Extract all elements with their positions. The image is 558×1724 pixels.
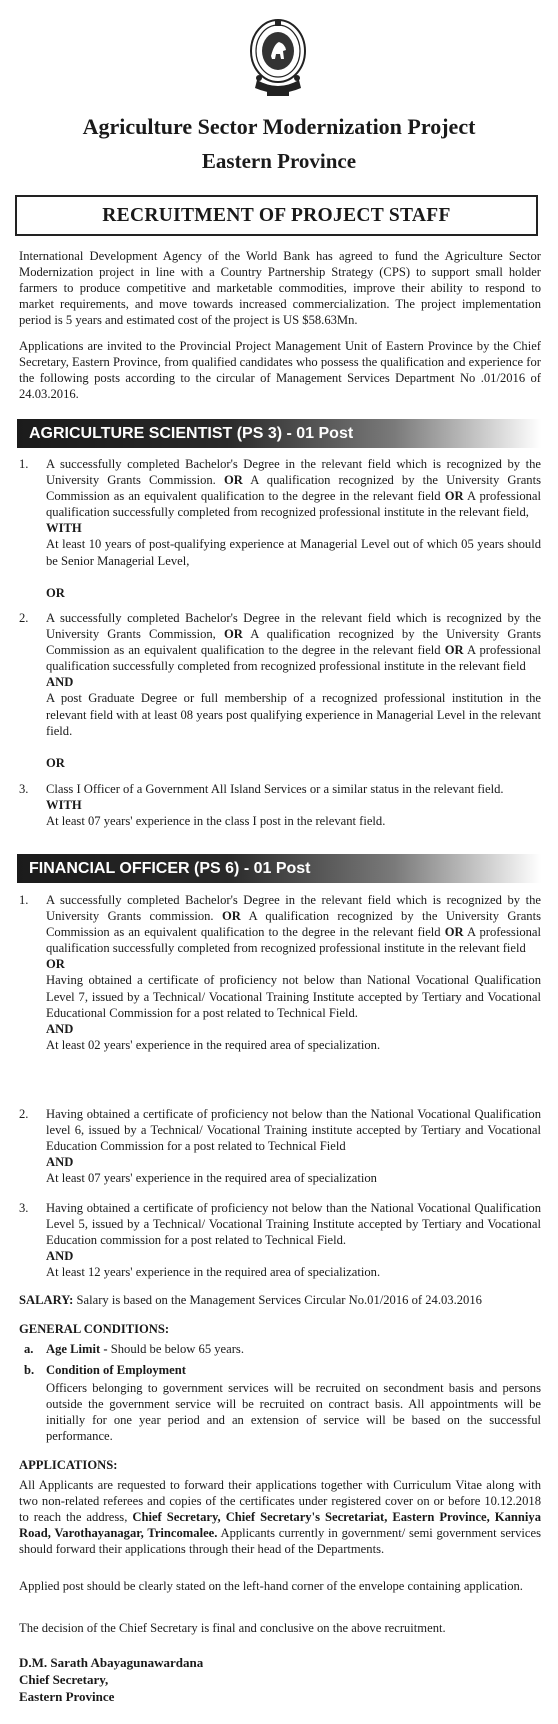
- project-title: Agriculture Sector Modernization Project: [82, 114, 476, 139]
- signatory-office: Eastern Province: [19, 1689, 115, 1704]
- requirement-text: A qualification recognized by the University Grants Commission as an equivalent qualification to the degree in the relevant field: [46, 473, 541, 504]
- condition-letter: b.: [24, 1363, 35, 1377]
- and-keyword: AND: [46, 1021, 74, 1036]
- applications-paragraph-2: Applied post should be clearly stated on the left-hand corner of the envelope containing application.: [19, 1579, 523, 1593]
- condition-age-limit: [24, 1341, 541, 1357]
- intro-paragraph-1: International Development Agency of the World Bank has agreed to fund the Agriculture Sector Modernization project in line with a Country Partnership Strategy (CPS) to support small holder farmers to produce competitive and marketable commodities, improve their ability to respond to market requirements, and move towards increased commercialization. The project implementation period is 5 years and estimated cost of the project is US $58.63Mn.: [19, 249, 541, 328]
- item-body: [46, 610, 541, 739]
- condition-label: Age Limit -: [46, 1342, 108, 1356]
- item-number: 3.: [19, 1201, 29, 1215]
- recruitment-heading: RECRUITMENT OF PROJECT STAFF: [15, 195, 538, 236]
- or-keyword: OR: [223, 627, 243, 642]
- applications-paragraph-3: The decision of the Chief Secretary is final and conclusive on the above recruitment.: [19, 1621, 446, 1635]
- item-number: 3.: [19, 782, 29, 796]
- or-keyword: OR: [444, 925, 464, 940]
- or-keyword: OR: [221, 909, 241, 924]
- condition-body: [46, 1341, 541, 1357]
- or-keyword: OR: [444, 489, 464, 504]
- signatory-name: D.M. Sarath Abayagunawardana: [19, 1655, 204, 1670]
- requirement-text: A successfully completed Bachelor's Degree in the relevant field which is recognized by the University Grants Commission,: [46, 611, 541, 642]
- experience-text: At least 10 years of post-qualifying experience at Managerial Level out of which 05 years should be Senior Managerial Level,: [46, 537, 541, 568]
- experience-text: At least 02 years' experience in the required area of specialization.: [46, 1037, 381, 1052]
- item-body: [46, 892, 541, 1053]
- requirement-text: Class I Officer of a Government All Island Services or a similar status in the relevant field.: [46, 782, 504, 796]
- item-body: [46, 781, 541, 829]
- province-title: Eastern Province: [201, 149, 357, 173]
- item-body: [46, 1106, 541, 1186]
- experience-text: A post Graduate Degree or full membership of a recognized professional institution in the relevant field with at least 08 years post qualifying experience in Managerial Level in the relevant field.: [46, 691, 541, 738]
- requirement-text: A qualification recognized by the University Grants Commission as an equivalent qualification to the degree in the relevant field: [46, 627, 541, 658]
- and-keyword: AND: [46, 1249, 74, 1264]
- with-keyword: WITH: [46, 521, 82, 536]
- financial-requirement-2: [19, 1106, 541, 1186]
- requirement-text: A successfully completed Bachelor's Degree in the relevant field which is recognized by the University Grants Commission.: [46, 457, 541, 488]
- item-number: 1.: [19, 893, 29, 907]
- salary-text: Salary is based on the Management Services Circular No.01/2016 of 24.03.2016: [76, 1293, 482, 1307]
- condition-label: Condition of Employment: [46, 1363, 186, 1377]
- requirement-text: A successfully completed Bachelor's Degree in the relevant field which is recognized by the University Grants commission.: [46, 893, 541, 924]
- requirement-text: A professional qualification successfully completed from recognized professional institute in the relevant field,: [46, 489, 542, 520]
- applications-paragraph-1: [19, 1477, 541, 1557]
- or-keyword: OR: [223, 473, 243, 488]
- general-conditions-heading: GENERAL CONDITIONS:: [19, 1322, 170, 1336]
- requirement-text: A professional qualification successfully completed from recognized professional institute in the relevant field: [46, 925, 542, 956]
- intro-paragraph-2: Applications are invited to the Provincial Project Management Unit of Eastern Province by the Chief Secretary, Eastern Province, from qualified candidates who possess the qualification and experience for the following posts according to the circular of Management Services Department No .01/2016 of 24.03.2016.: [19, 339, 541, 402]
- signatory-block: [19, 1654, 203, 1705]
- salary-line: [19, 1292, 541, 1308]
- item-number: 2.: [19, 1107, 29, 1121]
- scientist-requirement-1: [19, 456, 541, 569]
- applications-text: Applicants currently in government/ semi government services should forward their applications through their head of the Departments.: [19, 1526, 541, 1557]
- condition-body: [46, 1362, 541, 1444]
- condition-text: Should be below 65 years.: [110, 1342, 244, 1356]
- experience-text: At least 07 years' experience in the class I post in the relevant field.: [46, 814, 386, 829]
- scientist-requirement-3: [19, 781, 541, 829]
- item-number: 1.: [19, 457, 29, 471]
- requirement-text: Having obtained a certificate of proficiency not below than the National Vocational Qualification level 6, issued by a Technical/ Vocational Training institute accepted by Tertiary and Vocational Education Commission for a post related to Technical Field: [46, 1107, 541, 1154]
- experience-text: At least 07 years' experience in the required area of specialization: [46, 1171, 377, 1186]
- condition-text: Officers belonging to government services will be recruited on secondment basis and persons outside the government service will be recruited on contract basis. All appointments will be initially for one year period and an extension of service will be based on the successful performance.: [46, 1381, 541, 1444]
- condition-letter: a.: [24, 1342, 34, 1356]
- scientist-post-banner: AGRICULTURE SCIENTIST (PS 3) - 01 Post: [17, 419, 541, 448]
- requirement-text: Having obtained a certificate of proficiency not below than National Vocational Qualification Level 7, issued by a Technical/ Vocational Training Institute accepted by Tertiary and Vocational Educational Commission for a post related to Technical Field.: [46, 973, 541, 1020]
- signatory-title: Chief Secretary,: [19, 1672, 109, 1687]
- sri-lanka-emblem-icon: [249, 18, 307, 100]
- experience-text: At least 12 years' experience in the required area of specialization.: [46, 1265, 381, 1280]
- and-keyword: AND: [46, 1155, 74, 1170]
- financial-requirement-1: [19, 892, 541, 1053]
- or-separator: OR: [46, 586, 65, 600]
- requirement-text: Having obtained a certificate of proficiency not below than the National Vocational Qualification Level 5, issued by a Technical/ Vocational Training Institute accepted by Tertiary and Vocational Education commission for a post related to Technical Field.: [46, 1201, 541, 1248]
- applications-heading: APPLICATIONS:: [19, 1458, 118, 1472]
- financial-requirement-3: [19, 1200, 541, 1280]
- or-keyword: OR: [444, 643, 464, 658]
- requirement-text: A professional qualification successfully completed from recognized professional institute in the relevant field: [46, 643, 542, 674]
- salary-label: SALARY:: [19, 1293, 74, 1307]
- scientist-requirement-2: [19, 610, 541, 739]
- applications-address: Chief Secretary, Chief Secretary's Secretariat, Eastern Province, Kanniya Road, Varothayanagar, Trincomalee.: [19, 1510, 541, 1541]
- applications-text: All Applicants are requested to forward their applications together with Curriculum Vitae along with two non-related referees and copies of the certificates under registered cover on or before 10.12.2018 to reach the address,: [19, 1478, 541, 1525]
- or-separator: OR: [46, 756, 65, 770]
- condition-employment: [24, 1362, 541, 1444]
- or-keyword: OR: [46, 957, 65, 972]
- with-keyword: WITH: [46, 798, 82, 813]
- item-body: [46, 456, 541, 569]
- financial-post-banner: FINANCIAL OFFICER (PS 6) - 01 Post: [17, 854, 541, 883]
- and-keyword: AND: [46, 675, 74, 690]
- item-body: [46, 1200, 541, 1280]
- requirement-text: A qualification recognized by the University Grants Commission as an equivalent qualification to the degree in the relevant field: [46, 909, 541, 940]
- item-number: 2.: [19, 611, 29, 625]
